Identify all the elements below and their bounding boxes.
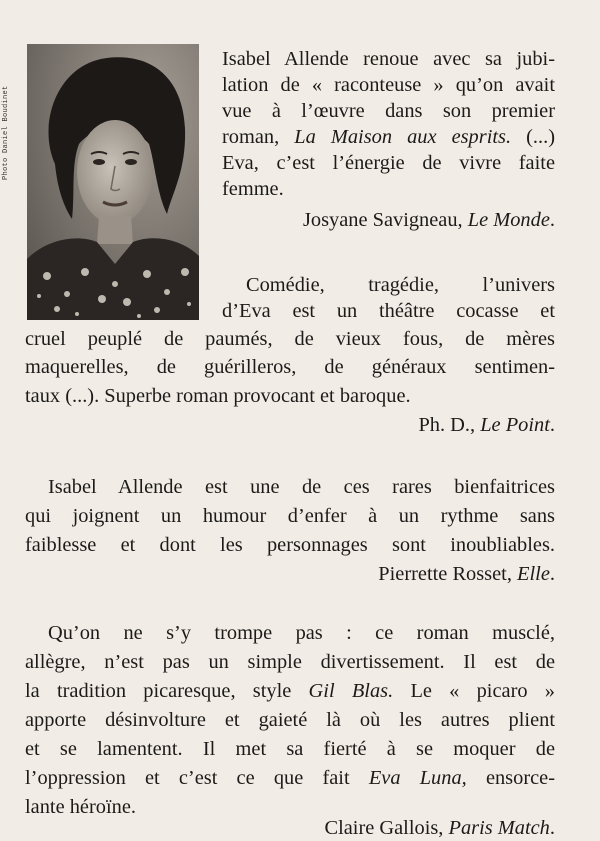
- review-1-line-1: Isabel Allende renoue avec sa jubi-: [222, 48, 555, 70]
- review-3-punct: .: [549, 563, 555, 585]
- review-4-author: Claire Gallois,: [324, 817, 444, 839]
- review-2-punct: .: [549, 414, 555, 436]
- review-2-source: Le Point: [480, 414, 550, 436]
- ellipsis: (...): [526, 126, 555, 148]
- review-3-source: Elle: [517, 563, 550, 585]
- gil-blas-title: Gil Blas.: [308, 680, 394, 702]
- review-1-text: roman,: [222, 126, 280, 148]
- review-1-line-5: Eva, c’est l’énergie de vivre faite: [222, 152, 555, 174]
- review-1-punct: .: [549, 209, 555, 231]
- review-1-attribution: [222, 207, 555, 233]
- review-2-attribution: [25, 412, 555, 438]
- review-1-line-3: vue à l’œuvre dans son premier: [222, 100, 555, 122]
- eva-luna-title: Eva Luna,: [368, 767, 467, 789]
- review-1-line-4: [222, 124, 555, 150]
- review-4-text: la tradition picaresque, style: [25, 680, 292, 702]
- review-4-attribution: [25, 815, 555, 841]
- review-4-source: Paris Match: [448, 817, 550, 839]
- review-2-line-3: cruel peuplé de paumés, de vieux fous, de mères: [25, 328, 555, 350]
- review-4-line-5: et se lamentent. Il met sa fierté à se moquer de: [25, 738, 555, 760]
- review-3-line-2: qui joignent un humour d’enfer à un rythme sans: [25, 505, 555, 527]
- review-4-punct: .: [549, 817, 555, 839]
- portrait-image: [27, 44, 199, 320]
- review-2-author: Ph. D.,: [418, 414, 476, 436]
- review-3-author: Pierrette Rosset,: [378, 563, 512, 585]
- review-2-line-1: Comédie, tragédie, l’univers: [246, 274, 555, 296]
- review-4-line-6: [25, 765, 555, 791]
- book-title: La Maison aux esprits.: [294, 126, 512, 148]
- review-3-line-3: faiblesse et dont les personnages sont inoubliables.: [25, 534, 555, 556]
- review-4-line-4: apporte désinvolture et gaieté là où les autres plient: [25, 709, 555, 731]
- review-4-line-1: Qu’on ne s’y trompe pas : ce roman musclé,: [48, 622, 555, 644]
- review-2-line-2: d’Eva est un théâtre cocasse et: [222, 300, 555, 322]
- review-2-line-5: taux (...). Superbe roman provocant et baroque.: [25, 385, 411, 407]
- author-portrait-photo: [27, 44, 199, 320]
- review-1-source: Le Monde: [467, 209, 550, 231]
- review-1-line-2: lation de « raconteuse » qu’on avait: [222, 74, 555, 96]
- review-2-line-4: maquerelles, de guérilleros, de généraux sentimen-: [25, 356, 555, 378]
- review-4-text-b: Le « picaro »: [410, 680, 555, 702]
- review-3-attribution: [25, 561, 555, 587]
- review-4-line-7: lante héroïne.: [25, 796, 136, 818]
- review-3-line-1: Isabel Allende est une de ces rares bienfaitrices: [48, 476, 555, 498]
- review-4-text-c: l’oppression et c’est ce que fait: [25, 767, 350, 789]
- review-4-text-d: ensorce-: [485, 767, 555, 789]
- review-4-line-3: [25, 678, 555, 704]
- photo-credit: Photo Daniel Boudinet: [2, 85, 10, 180]
- review-1-line-6: femme.: [222, 178, 284, 200]
- review-1-author: Josyane Savigneau,: [302, 209, 463, 231]
- review-4-line-2: allègre, n’est pas un simple divertissement. Il est de: [25, 651, 555, 673]
